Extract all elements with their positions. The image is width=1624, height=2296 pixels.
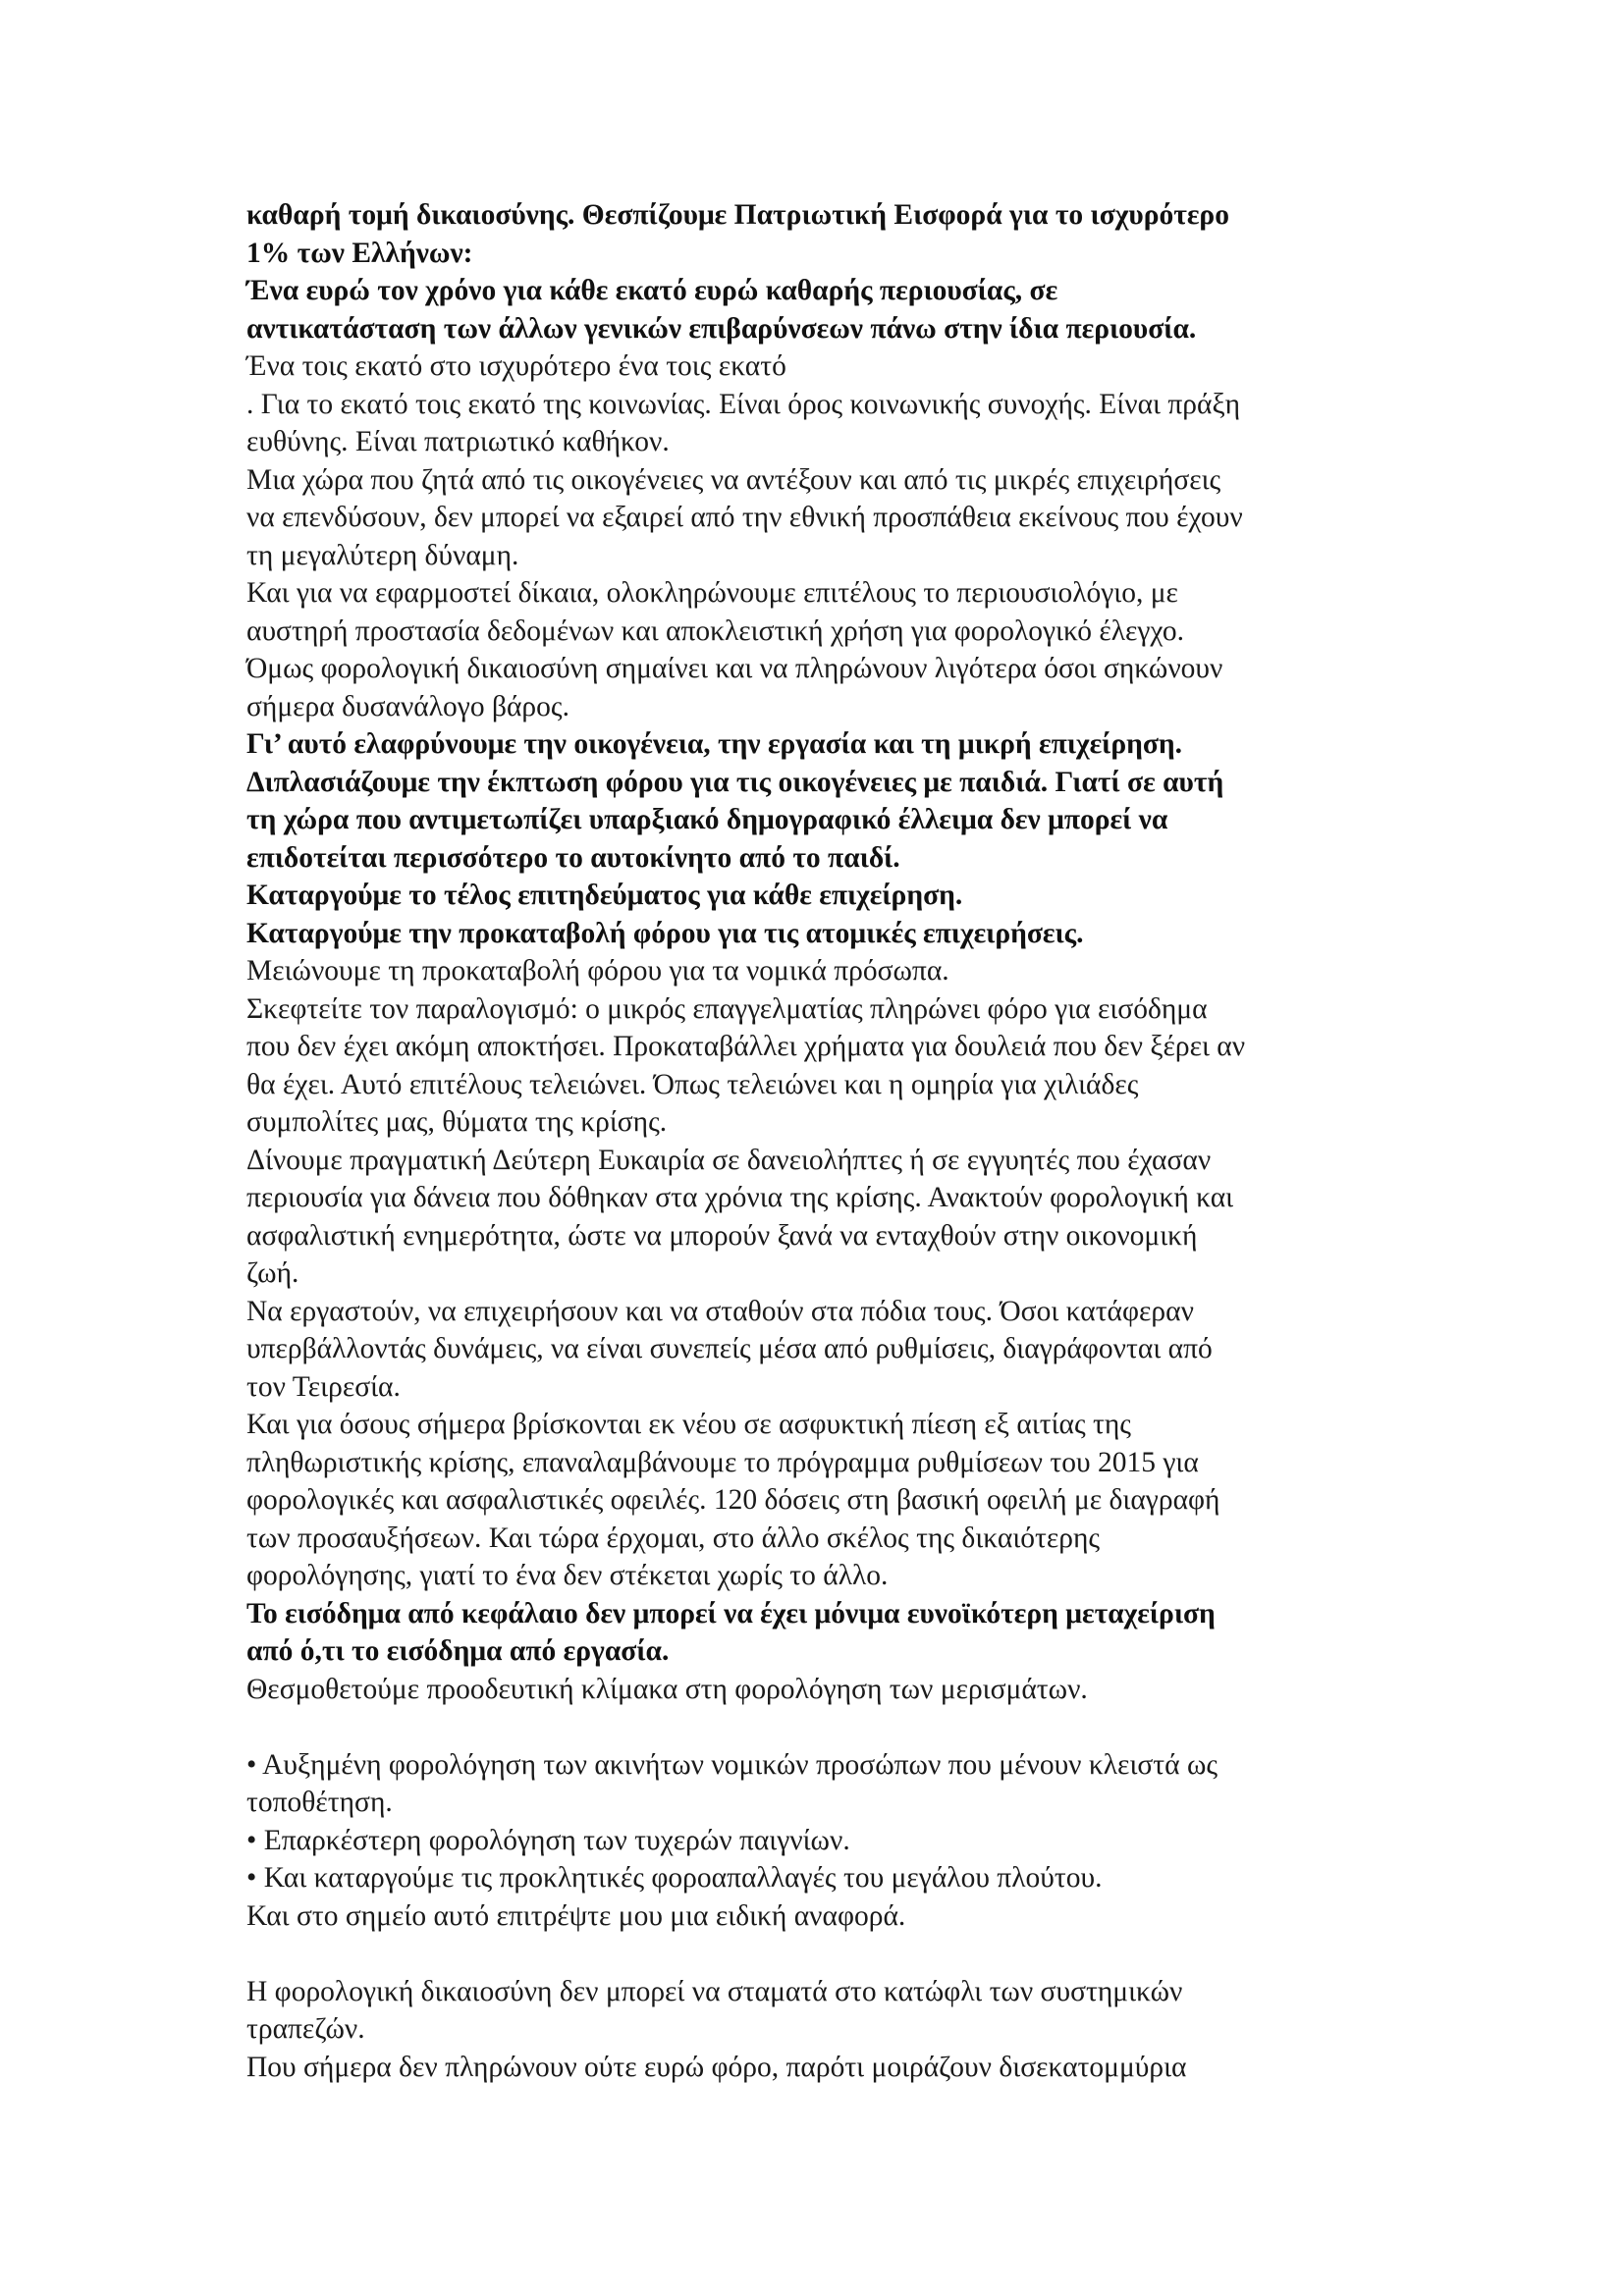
text-line: • Επαρκέστερη φορολόγηση των τυχερών παιγνίων. — [246, 1824, 850, 1856]
text-line: Και στο σημείο αυτό επιτρέψτε μου μια ειδική αναφορά. — [246, 1899, 906, 1932]
text-line: τη μεγαλύτερη δύναμη. — [246, 539, 519, 571]
bold-text-line: Καταργούμε την προκαταβολή φόρου για τις ατομικές επιχειρήσεις. — [246, 917, 1084, 949]
document-body — [246, 196, 1405, 2086]
bold-text-line: Γι’ αυτό ελαφρύνουμε την οικογένεια, την εργασία και τη μικρή επιχείρηση. — [246, 728, 1183, 760]
text-line: • Και καταργούμε τις προκλητικές φοροαπαλλαγές του μεγάλου πλούτου. — [246, 1862, 1103, 1894]
text-line: Και για να εφαρμοστεί δίκαια, ολοκληρώνουμε επιτέλους το περιουσιολόγιο, με — [246, 577, 1178, 609]
text-line: συμπολίτες μας, θύματα της κρίσης. — [246, 1106, 668, 1138]
text-line: Δίνουμε πραγματική Δεύτερη Ευκαιρία σε δανειολήπτες ή σε εγγυητές που έχασαν — [246, 1144, 1212, 1176]
text-line: Να εργαστούν, να επιχειρήσουν και να σταθούν στα πόδια τους. Όσοι κατάφεραν — [246, 1295, 1194, 1327]
blank-line — [246, 1708, 1405, 1746]
text-line: περιουσία για δάνεια που δόθηκαν στα χρόνια της κρίσης. Ανακτούν φορολογική και — [246, 1182, 1234, 1213]
text-line: που δεν έχει ακόμη αποκτήσει. Προκαταβάλλει χρήματα για δουλειά που δεν ξέρει αν — [246, 1031, 1246, 1062]
bold-text-line: Το εισόδημα από κεφάλαιο δεν μπορεί να έχει μόνιμα ευνοϊκότερη μεταχείριση — [246, 1597, 1216, 1629]
text-line: Η φορολογική δικαιοσύνη δεν μπορεί να σταματά στο κατώφλι των συστημικών — [246, 1975, 1183, 2007]
text-line: ζωή. — [246, 1257, 299, 1289]
text-line: των προσαυξήσεων. Και τώρα έρχομαι, στο άλλο σκέλος της δικαιότερης — [246, 1522, 1101, 1554]
bold-text-line: τη χώρα που αντιμετωπίζει υπαρξιακό δημογραφικό έλλειμα δεν μπορεί να — [246, 804, 1168, 835]
bold-text-line: Ένα ευρώ τον χρόνο για κάθε εκατό ευρώ καθαρής περιουσίας, σε — [246, 275, 1058, 306]
bold-text-line: από ό,τι το εισόδημα από εργασία. — [246, 1635, 670, 1667]
bold-text-line: Διπλασιάζουμε την έκπτωση φόρου για τις οικογένειες με παιδιά. Γιατί σε αυτή — [246, 766, 1224, 798]
text-line: Που σήμερα δεν πληρώνουν ούτε ευρώ φόρο, παρότι μοιράζουν δισεκατομμύρια — [246, 2051, 1187, 2083]
text-line: τον Τειρεσία. — [246, 1370, 401, 1403]
text-line: Θεσμοθετούμε προοδευτική κλίμακα στη φορολόγηση των μερισμάτων. — [246, 1673, 1088, 1705]
text-line: τοποθέτηση. — [246, 1787, 393, 1818]
text-line: αυστηρή προστασία δεδομένων και αποκλειστική χρήση για φορολογικό έλεγχο. — [246, 614, 1185, 647]
bold-text-line: Καταργούμε το τέλος επιτηδεύματος για κάθε επιχείρηση. — [246, 880, 963, 911]
bold-text-line: καθαρή τομή δικαιοσύνης. Θεσπίζουμε Πατριωτική Εισφορά για το ισχυρότερο — [246, 199, 1229, 231]
text-line: Μειώνουμε τη προκαταβολή φόρου για τα νομικά πρόσωπα. — [246, 955, 949, 987]
text-line: υπερβάλλοντάς δυνάμεις, να είναι συνεπείς μέσα από ρυθμίσεις, διαγράφονται από — [246, 1333, 1213, 1364]
text-line: Και για όσους σήμερα βρίσκονται εκ νέου σε ασφυκτική πίεση εξ αιτίας της — [246, 1409, 1131, 1440]
text-line: Όμως φορολογική δικαιοσύνη σημαίνει και να πληρώνουν λιγότερα όσοι σηκώνουν — [246, 653, 1223, 684]
text-line: σήμερα δυσανάλογο βάρος. — [246, 690, 569, 722]
text-line: Σκεφτείτε τον παραλογισμό: ο μικρός επαγγελματίας πληρώνει φόρο για εισόδημα — [246, 992, 1208, 1025]
bold-text-line: αντικατάσταση των άλλων γενικών επιβαρύνσεων πάνω στην ίδια περιουσία. — [246, 312, 1197, 345]
text-line: να επενδύσουν, δεν μπορεί να εξαιρεί από την εθνική προσπάθεια εκείνους που έχουν — [246, 502, 1243, 533]
bold-text-line: επιδοτείται περισσότερο το αυτοκίνητο από το παιδί. — [246, 841, 900, 874]
text-line: φορολογικές και ασφαλιστικές οφειλές. 120 δόσεις στη βασική οφειλή με διαγραφή — [246, 1484, 1220, 1516]
blank-line — [246, 1935, 1405, 1973]
text-line: . Για το εκατό τοις εκατό της κοινωνίας. Είναι όρος κοινωνικής συνοχής. Είναι πράξη — [246, 388, 1241, 420]
text-line: ασφαλιστική ενημερότητα, ώστε να μπορούν ξανά να ενταχθούν στην οικονομική — [246, 1219, 1198, 1252]
bold-text-line: 1% των Ελλήνων: — [246, 237, 473, 269]
text-line: φορολόγησης, γιατί το ένα δεν στέκεται χωρίς το άλλο. — [246, 1560, 889, 1591]
text-line: θα έχει. Αυτό επιτέλους τελειώνει. Όπως τελειώνει και η ομηρία για χιλιάδες — [246, 1068, 1139, 1100]
text-line: τραπεζών. — [246, 2013, 365, 2045]
text-line: Μια χώρα που ζητά από τις οικογένειες να αντέξουν και από τις μικρές επιχειρήσεις — [246, 463, 1221, 496]
text-line: Ένα τοις εκατό στο ισχυρότερο ένα τοις εκατό — [246, 350, 786, 382]
text-line: ευθύνης. Είναι πατριωτικό καθήκον. — [246, 426, 670, 457]
text-line: πληθωριστικής κρίσης, επαναλαμβάνουμε το πρόγραμμα ρυθμίσεων του 2015 για — [246, 1446, 1199, 1478]
text-line: • Αυξημένη φορολόγηση των ακινήτων νομικών προσώπων που μένουν κλειστά ως — [246, 1748, 1218, 1781]
